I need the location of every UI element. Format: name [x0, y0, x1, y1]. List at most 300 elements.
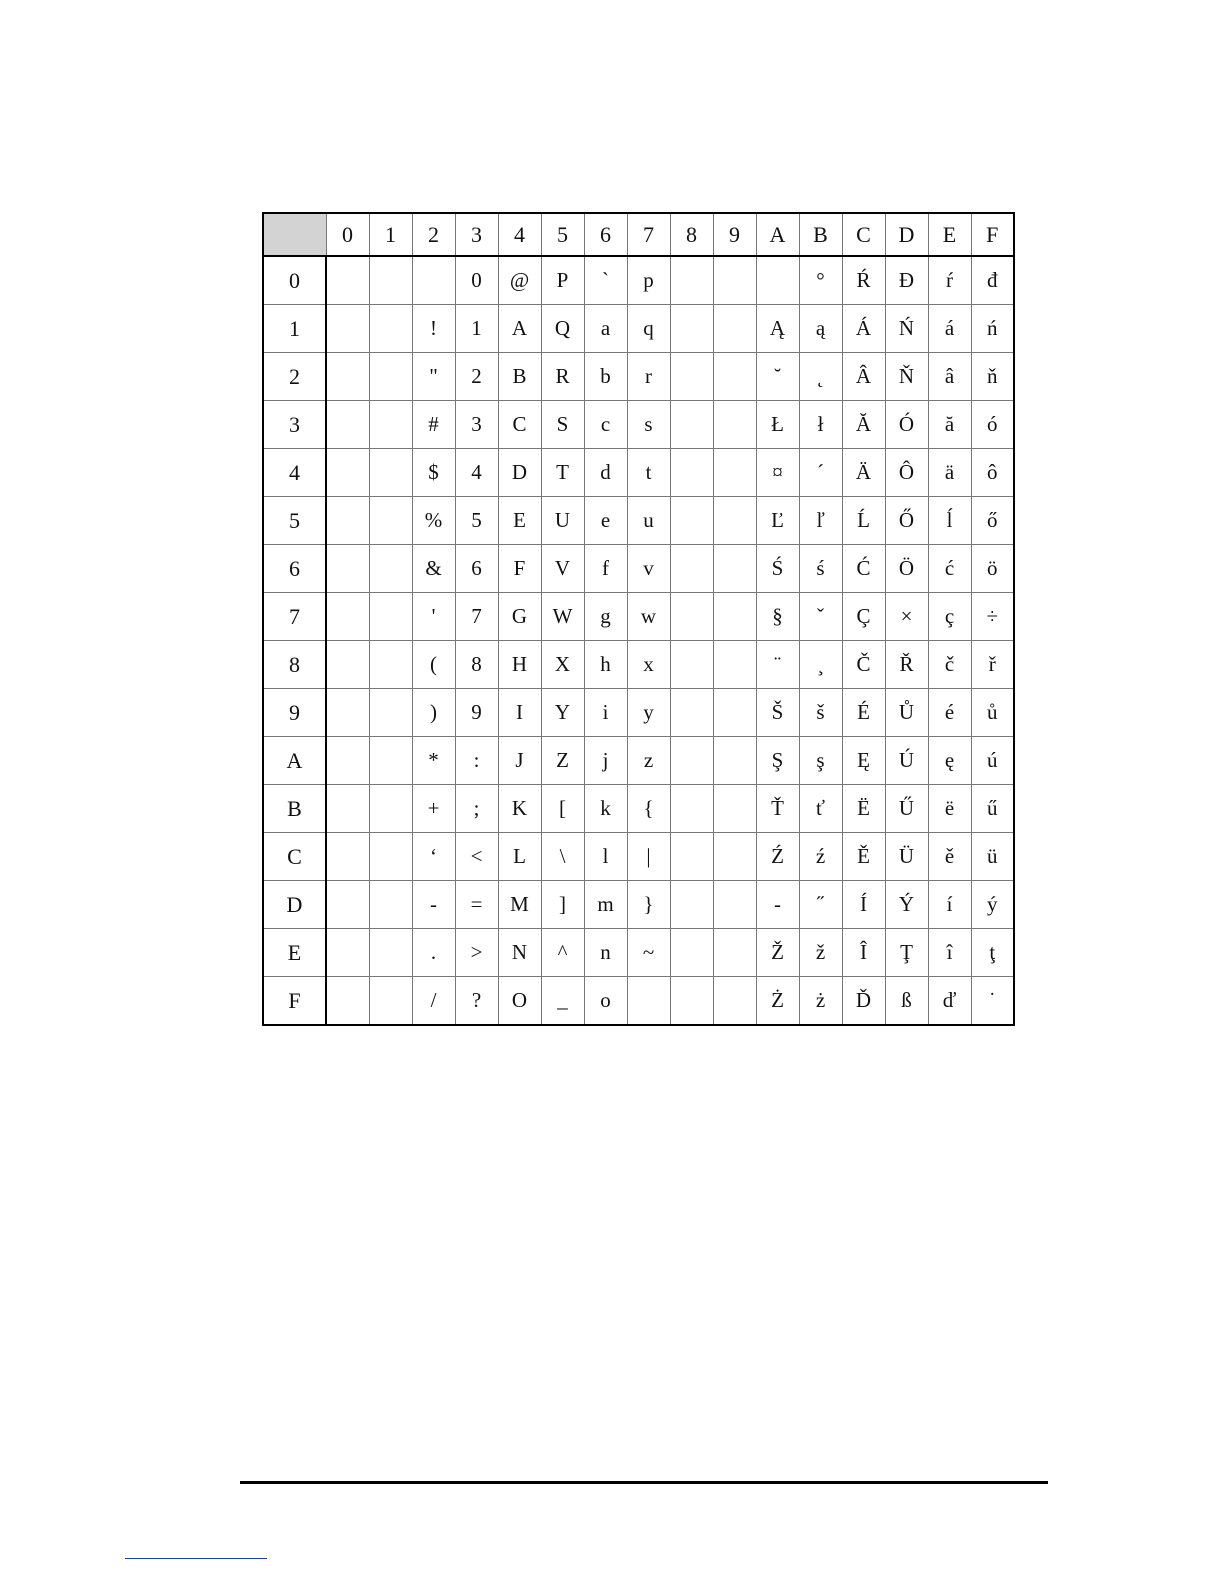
table-cell: L [498, 833, 541, 881]
table-cell: Î [842, 929, 885, 977]
table-cell [670, 689, 713, 737]
table-row [263, 353, 1014, 401]
table-cell: Ą [756, 305, 799, 353]
table-row [263, 256, 1014, 305]
table-cell: M [498, 881, 541, 929]
table-cell: ; [455, 785, 498, 833]
table-cell [670, 737, 713, 785]
table-cell [369, 785, 412, 833]
table-cell: a [584, 305, 627, 353]
row-header: 8 [263, 641, 326, 689]
corner-cell [263, 213, 326, 256]
table-cell: 9 [455, 689, 498, 737]
table-cell [713, 929, 756, 977]
row-header: A [263, 737, 326, 785]
table-cell: j [584, 737, 627, 785]
table-cell: - [756, 881, 799, 929]
column-header: 2 [412, 213, 455, 256]
table-cell: * [412, 737, 455, 785]
table-cell: Ä [842, 449, 885, 497]
table-cell [670, 833, 713, 881]
table-cell: ? [455, 977, 498, 1026]
table-cell: Ľ [756, 497, 799, 545]
column-header: 5 [541, 213, 584, 256]
table-cell: Â [842, 353, 885, 401]
table-cell: ë [928, 785, 971, 833]
table-cell: A [498, 305, 541, 353]
table-cell: l [584, 833, 627, 881]
table-cell: O [498, 977, 541, 1026]
table-cell: Á [842, 305, 885, 353]
table-body [263, 256, 1014, 1025]
table-cell: ń [971, 305, 1014, 353]
table-cell: R [541, 353, 584, 401]
table-cell [713, 545, 756, 593]
table-cell: > [455, 929, 498, 977]
table-cell: ű [971, 785, 1014, 833]
table-cell: 5 [455, 497, 498, 545]
table-cell [670, 881, 713, 929]
table-cell: W [541, 593, 584, 641]
table-cell [670, 256, 713, 305]
table-cell: 7 [455, 593, 498, 641]
table-cell: - [412, 881, 455, 929]
table-cell: ˇ [799, 593, 842, 641]
table-cell: Ź [756, 833, 799, 881]
table-cell [326, 737, 369, 785]
table-cell [369, 353, 412, 401]
table-cell: ú [971, 737, 1014, 785]
row-header: 1 [263, 305, 326, 353]
table-cell [713, 977, 756, 1026]
table-cell [326, 497, 369, 545]
table-cell [369, 593, 412, 641]
table-cell: ¸ [799, 641, 842, 689]
table-cell: × [885, 593, 928, 641]
table-cell [326, 881, 369, 929]
table-row [263, 545, 1014, 593]
table-cell [326, 305, 369, 353]
table-cell: ( [412, 641, 455, 689]
table-cell [369, 737, 412, 785]
table-cell: T [541, 449, 584, 497]
table-cell: ) [412, 689, 455, 737]
table-cell: Ô [885, 449, 928, 497]
table-row [263, 401, 1014, 449]
table-cell: B [498, 353, 541, 401]
table-cell: ¨ [756, 641, 799, 689]
table-cell: ă [928, 401, 971, 449]
table-cell: { [627, 785, 670, 833]
table-cell: Q [541, 305, 584, 353]
table-cell [670, 593, 713, 641]
table-cell: k [584, 785, 627, 833]
table-cell: ó [971, 401, 1014, 449]
table-cell: + [412, 785, 455, 833]
table-cell: I [498, 689, 541, 737]
table-cell: Z [541, 737, 584, 785]
table-cell: @ [498, 256, 541, 305]
table-cell: Ş [756, 737, 799, 785]
character-code-table [262, 212, 1015, 1026]
column-header: 7 [627, 213, 670, 256]
table-cell [326, 256, 369, 305]
table-cell [713, 401, 756, 449]
table-cell: ą [799, 305, 842, 353]
table-cell [369, 449, 412, 497]
table-cell: J [498, 737, 541, 785]
table-cell: ä [928, 449, 971, 497]
table-cell [326, 593, 369, 641]
table-cell: } [627, 881, 670, 929]
table-cell [369, 833, 412, 881]
table-cell: š [799, 689, 842, 737]
table-cell: i [584, 689, 627, 737]
row-header: D [263, 881, 326, 929]
table-cell [369, 929, 412, 977]
table-cell: ' [412, 593, 455, 641]
table-cell: Ĺ [842, 497, 885, 545]
table-cell: Ň [885, 353, 928, 401]
column-header: 3 [455, 213, 498, 256]
table-cell: é [928, 689, 971, 737]
table-cell: ˛ [799, 353, 842, 401]
table-cell [326, 977, 369, 1026]
table-cell: < [455, 833, 498, 881]
table-cell: ÷ [971, 593, 1014, 641]
table-cell: f [584, 545, 627, 593]
table-cell [326, 689, 369, 737]
table-cell: î [928, 929, 971, 977]
table-cell: ‘ [412, 833, 455, 881]
table-cell: ¤ [756, 449, 799, 497]
column-header: 8 [670, 213, 713, 256]
table-cell: ô [971, 449, 1014, 497]
table-cell: Ë [842, 785, 885, 833]
table-cell: Ú [885, 737, 928, 785]
table-cell: ° [799, 256, 842, 305]
table-cell: w [627, 593, 670, 641]
table-cell: S [541, 401, 584, 449]
table-cell: Ó [885, 401, 928, 449]
table-cell: : [455, 737, 498, 785]
table-cell: 2 [455, 353, 498, 401]
footnote-rule [125, 1558, 267, 1559]
row-header: 5 [263, 497, 326, 545]
table-cell: Ď [842, 977, 885, 1026]
table-cell: ö [971, 545, 1014, 593]
table-cell: Y [541, 689, 584, 737]
table-cell: á [928, 305, 971, 353]
table-cell: Ž [756, 929, 799, 977]
table-cell: Ł [756, 401, 799, 449]
column-header: C [842, 213, 885, 256]
table-cell: Đ [885, 256, 928, 305]
table-cell: z [627, 737, 670, 785]
table-cell [713, 449, 756, 497]
column-header: 6 [584, 213, 627, 256]
table-cell: d [584, 449, 627, 497]
table-cell: . [412, 929, 455, 977]
table-cell: ~ [627, 929, 670, 977]
table-cell: Ć [842, 545, 885, 593]
table-cell: ł [799, 401, 842, 449]
table-cell: ć [928, 545, 971, 593]
table-cell [369, 977, 412, 1026]
table-cell: N [498, 929, 541, 977]
table-cell: ů [971, 689, 1014, 737]
table-cell [326, 401, 369, 449]
table-cell: m [584, 881, 627, 929]
table-cell: n [584, 929, 627, 977]
table-cell: p [627, 256, 670, 305]
table-cell: g [584, 593, 627, 641]
table-cell: c [584, 401, 627, 449]
table-cell: ´ [799, 449, 842, 497]
table-cell: Š [756, 689, 799, 737]
column-header: 0 [326, 213, 369, 256]
table-cell [713, 305, 756, 353]
table-cell: v [627, 545, 670, 593]
table-cell: í [928, 881, 971, 929]
table-cell: đ [971, 256, 1014, 305]
table-cell: ] [541, 881, 584, 929]
table-cell: o [584, 977, 627, 1026]
table-cell: ˝ [799, 881, 842, 929]
table-cell: ď [928, 977, 971, 1026]
table-cell: § [756, 593, 799, 641]
table-cell [713, 593, 756, 641]
table-cell: ˘ [756, 353, 799, 401]
table-cell: č [928, 641, 971, 689]
table-row [263, 641, 1014, 689]
row-header: 9 [263, 689, 326, 737]
table-cell: t [627, 449, 670, 497]
table-cell: Ő [885, 497, 928, 545]
table-row [263, 449, 1014, 497]
table-cell: ţ [971, 929, 1014, 977]
table-cell: Ż [756, 977, 799, 1026]
table-cell [670, 497, 713, 545]
table-cell: V [541, 545, 584, 593]
table-cell: Č [842, 641, 885, 689]
table-cell: ŕ [928, 256, 971, 305]
table-cell: Ř [885, 641, 928, 689]
table-cell: u [627, 497, 670, 545]
table-row [263, 737, 1014, 785]
table-cell: e [584, 497, 627, 545]
row-header: 0 [263, 256, 326, 305]
table-cell: ş [799, 737, 842, 785]
footer-rule [240, 1481, 1048, 1484]
table-cell: | [627, 833, 670, 881]
table-cell: Ń [885, 305, 928, 353]
table-cell: q [627, 305, 670, 353]
table-cell: ě [928, 833, 971, 881]
table-cell [713, 881, 756, 929]
table-cell [713, 833, 756, 881]
table-cell: Ă [842, 401, 885, 449]
table-cell: ü [971, 833, 1014, 881]
table-cell: ž [799, 929, 842, 977]
table-cell: ĺ [928, 497, 971, 545]
table-row [263, 977, 1014, 1026]
table-cell: F [498, 545, 541, 593]
table-cell: h [584, 641, 627, 689]
table-cell [670, 353, 713, 401]
table-cell: b [584, 353, 627, 401]
table-cell: Ě [842, 833, 885, 881]
table-cell [326, 785, 369, 833]
table-cell: ň [971, 353, 1014, 401]
table-cell: r [627, 353, 670, 401]
table-row [263, 689, 1014, 737]
table-cell: $ [412, 449, 455, 497]
table-cell: ` [584, 256, 627, 305]
table-cell: D [498, 449, 541, 497]
table-cell: ę [928, 737, 971, 785]
table-cell: Ű [885, 785, 928, 833]
table-cell [369, 497, 412, 545]
table-row [263, 593, 1014, 641]
table-cell [670, 641, 713, 689]
table-cell: & [412, 545, 455, 593]
table-cell [369, 881, 412, 929]
table-cell: H [498, 641, 541, 689]
column-header-row [263, 213, 1014, 256]
table-cell: s [627, 401, 670, 449]
table-cell: ř [971, 641, 1014, 689]
table-cell [670, 929, 713, 977]
table-cell [369, 401, 412, 449]
table-cell: ż [799, 977, 842, 1026]
table-cell: 0 [455, 256, 498, 305]
table-cell [713, 689, 756, 737]
table-cell: ! [412, 305, 455, 353]
table-cell: ß [885, 977, 928, 1026]
table-cell: ç [928, 593, 971, 641]
table-cell [670, 305, 713, 353]
table-cell: Ü [885, 833, 928, 881]
column-header: F [971, 213, 1014, 256]
row-header: 6 [263, 545, 326, 593]
table-row [263, 497, 1014, 545]
table-row [263, 305, 1014, 353]
table-cell: X [541, 641, 584, 689]
table-cell [713, 641, 756, 689]
table-cell: Ý [885, 881, 928, 929]
row-header: 7 [263, 593, 326, 641]
table-cell: 4 [455, 449, 498, 497]
table-cell: x [627, 641, 670, 689]
table-cell: [ [541, 785, 584, 833]
table-cell [412, 256, 455, 305]
table-cell: 1 [455, 305, 498, 353]
row-header: 2 [263, 353, 326, 401]
column-header: D [885, 213, 928, 256]
table-cell: " [412, 353, 455, 401]
table-cell [713, 497, 756, 545]
table-cell [670, 977, 713, 1026]
table-cell: â [928, 353, 971, 401]
table-cell: Ţ [885, 929, 928, 977]
table-cell [627, 977, 670, 1026]
row-header: F [263, 977, 326, 1026]
table-cell: ź [799, 833, 842, 881]
table-cell: ť [799, 785, 842, 833]
table-cell: Ö [885, 545, 928, 593]
column-header: 1 [369, 213, 412, 256]
table-cell [369, 305, 412, 353]
table-cell [326, 353, 369, 401]
table-cell: Ś [756, 545, 799, 593]
table-cell: ő [971, 497, 1014, 545]
table-cell [670, 449, 713, 497]
table-cell: 3 [455, 401, 498, 449]
table-cell: Ę [842, 737, 885, 785]
table-cell: ^ [541, 929, 584, 977]
table-cell [369, 641, 412, 689]
table-cell: y [627, 689, 670, 737]
table-cell: ý [971, 881, 1014, 929]
table-cell: K [498, 785, 541, 833]
table-cell [369, 256, 412, 305]
table-cell: Í [842, 881, 885, 929]
column-header: A [756, 213, 799, 256]
column-header: 9 [713, 213, 756, 256]
table-cell [713, 737, 756, 785]
table-cell [326, 929, 369, 977]
table-row [263, 929, 1014, 977]
table-cell [713, 256, 756, 305]
row-header: E [263, 929, 326, 977]
table-cell: _ [541, 977, 584, 1026]
table-cell [713, 785, 756, 833]
table-cell: E [498, 497, 541, 545]
table-cell [326, 545, 369, 593]
table-cell [713, 353, 756, 401]
table-cell: 6 [455, 545, 498, 593]
table-cell: U [541, 497, 584, 545]
column-header: 4 [498, 213, 541, 256]
table-cell: Ů [885, 689, 928, 737]
table-cell [670, 785, 713, 833]
table-cell: ś [799, 545, 842, 593]
table-cell: % [412, 497, 455, 545]
table-cell: / [412, 977, 455, 1026]
row-header: C [263, 833, 326, 881]
table-cell: 8 [455, 641, 498, 689]
table-cell: ľ [799, 497, 842, 545]
table-cell [369, 545, 412, 593]
table-cell: ˙ [971, 977, 1014, 1026]
table-cell: Ť [756, 785, 799, 833]
table-cell: C [498, 401, 541, 449]
table-cell [326, 449, 369, 497]
table-cell [670, 401, 713, 449]
table-cell [756, 256, 799, 305]
table-cell [326, 833, 369, 881]
table-cell: Ŕ [842, 256, 885, 305]
row-header: B [263, 785, 326, 833]
table-cell [369, 689, 412, 737]
row-header: 4 [263, 449, 326, 497]
table-cell [670, 545, 713, 593]
table-cell: # [412, 401, 455, 449]
table-row [263, 785, 1014, 833]
table-cell: G [498, 593, 541, 641]
table-cell: P [541, 256, 584, 305]
